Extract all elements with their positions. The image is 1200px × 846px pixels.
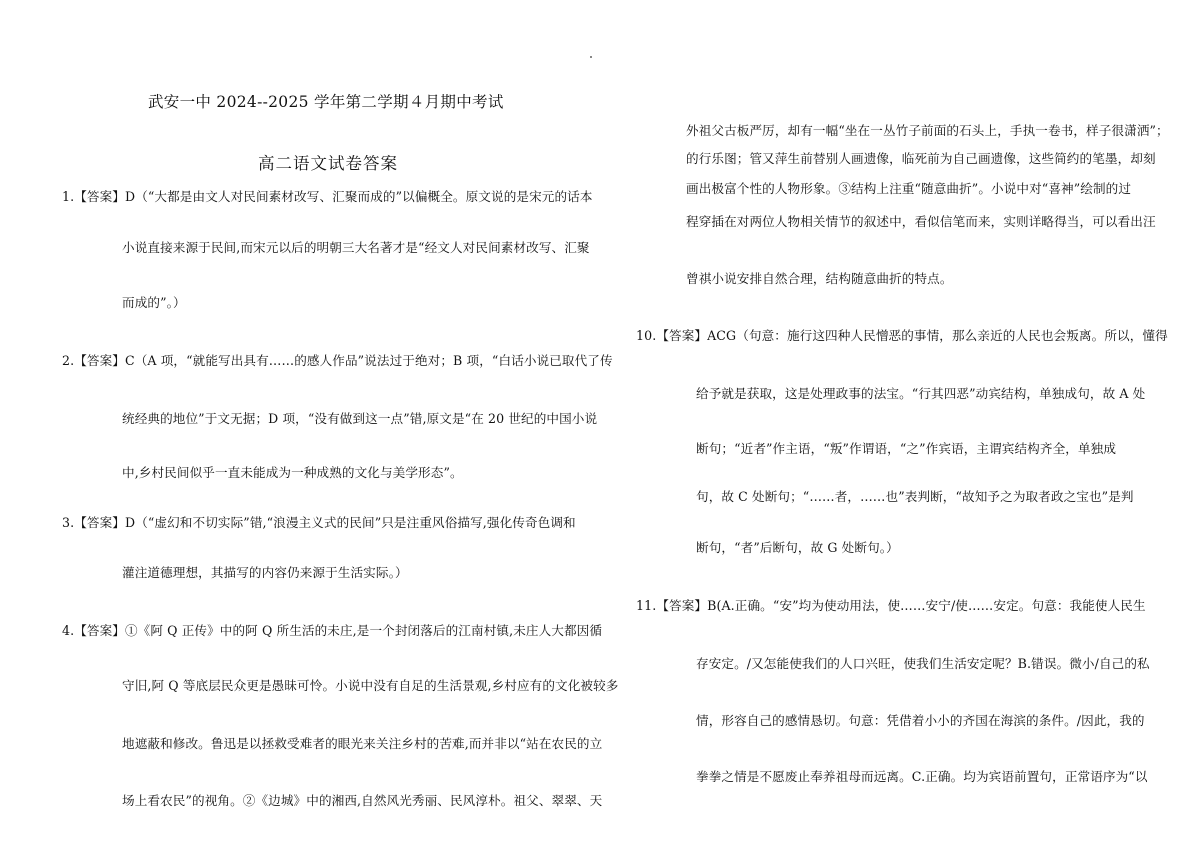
left-line-8: 灌注道德理想，其描写的内容仍来源于生活实际。） bbox=[122, 565, 408, 580]
left-line-4: 2.【答案】C（A 项，“就能写出具有……的感人作品”说法过于绝对；B 项，“白话小说已取代了传 bbox=[62, 353, 613, 368]
left-line-5: 统经典的地位”于文无据；D 项，“没有做到这一点”错,原文是“在 20 世纪的中国小说 bbox=[122, 411, 598, 426]
left-line-10: 守旧,阿 Q 等底层民众更是愚昧可怜。小说中没有自足的生活景观,乡村应有的文化被较多 bbox=[122, 678, 619, 693]
right-line-14: 拳拳之情是不愿废止奉养祖母而远离。C.正确。均为宾语前置句，正常语序为“以 bbox=[696, 769, 1148, 784]
left-line-11: 地遮蔽和修改。鲁迅是以拯救受难者的眼光来关注乡村的苦难,而并非以“站在农民的立 bbox=[122, 736, 603, 751]
right-line-10: 断句，“者”后断句，故 G 处断句。） bbox=[696, 540, 899, 555]
left-line-6: 中,乡村民间似乎一直未能成为一种成熟的文化与美学形态”。 bbox=[122, 465, 463, 480]
right-line-3: 画出极富个性的人物形象。③结构上注重“随意曲折”。小说中对“喜神”绘制的过 bbox=[686, 181, 1132, 196]
document-subtitle: 高二语文试卷答案 bbox=[258, 154, 398, 173]
right-line-13: 情，形容自己的感情恳切。句意：凭借着小小的齐国在海滨的条件。/因此，我的 bbox=[696, 713, 1145, 728]
left-line-7: 3.【答案】D（“虚幻和不切实际”错,“浪漫主义式的民间”只是注重风俗描写,强化传奇色调和 bbox=[62, 515, 576, 530]
right-line-5: 曾祺小说安排自然合理，结构随意曲折的特点。 bbox=[686, 271, 953, 286]
right-line-12: 存安定。/又怎能使我们的人口兴旺，使我们生活安定呢？B.错误。微小/自己的私 bbox=[696, 656, 1150, 671]
right-line-1: 外祖父古板严厉，却有一幅“坐在一丛竹子前面的石头上，手执一卷书，样子很潇洒”； bbox=[686, 123, 1169, 138]
left-line-2: 小说直接来源于民间,而宋元以后的明朝三大名著才是“经文人对民间素材改写、汇聚 bbox=[122, 240, 590, 255]
left-line-9: 4.【答案】①《阿 Q 正传》中的阿 Q 所生活的未庄,是一个封闭落后的江南村镇,未庄人大都因循 bbox=[62, 623, 603, 638]
scan-speck bbox=[590, 56, 592, 58]
right-line-7: 给予就是获取，这是处理政事的法宝。“行其四恶”动宾结构，单独成句，故 A 处 bbox=[696, 386, 1146, 401]
right-line-11: 11.【答案】B(A.正确。“安”均为使动用法，使……安宁/使……安定。句意：我能使人民生 bbox=[636, 598, 1146, 613]
left-line-12: 场上看农民”的视角。②《边城》中的湘西,自然风光秀丽、民风淳朴。祖父、翠翠、天 bbox=[122, 793, 603, 808]
right-line-4: 程穿插在对两位人物相关情节的叙述中，看似信笔而来，实则详略得当，可以看出汪 bbox=[686, 214, 1156, 229]
right-line-6: 10.【答案】ACG（句意：施行这四种人民憎恶的事情，那么亲近的人民也会叛离。所以，懂得 bbox=[636, 328, 1168, 343]
left-line-3: 而成的”。） bbox=[122, 295, 186, 310]
right-line-8: 断句；“近者”作主语，“叛”作谓语，“之”作宾语，主谓宾结构齐全，单独成 bbox=[696, 441, 1117, 456]
right-line-2: 的行乐图；管又萍生前替别人画遗像，临死前为自己画遗像，这些简约的笔墨，却刻 bbox=[686, 151, 1156, 166]
left-line-1: 1.【答案】D（“大都是由文人对民间素材改写、汇聚而成的”以偏概全。原文说的是宋元的话本 bbox=[62, 189, 593, 204]
document-title: 武安一中 2024--2025 学年第二学期４月期中考试 bbox=[148, 93, 504, 111]
right-line-9: 句，故 C 处断句；“……者，……也”表判断，“故知予之为取者政之宝也”是判 bbox=[696, 489, 1134, 504]
